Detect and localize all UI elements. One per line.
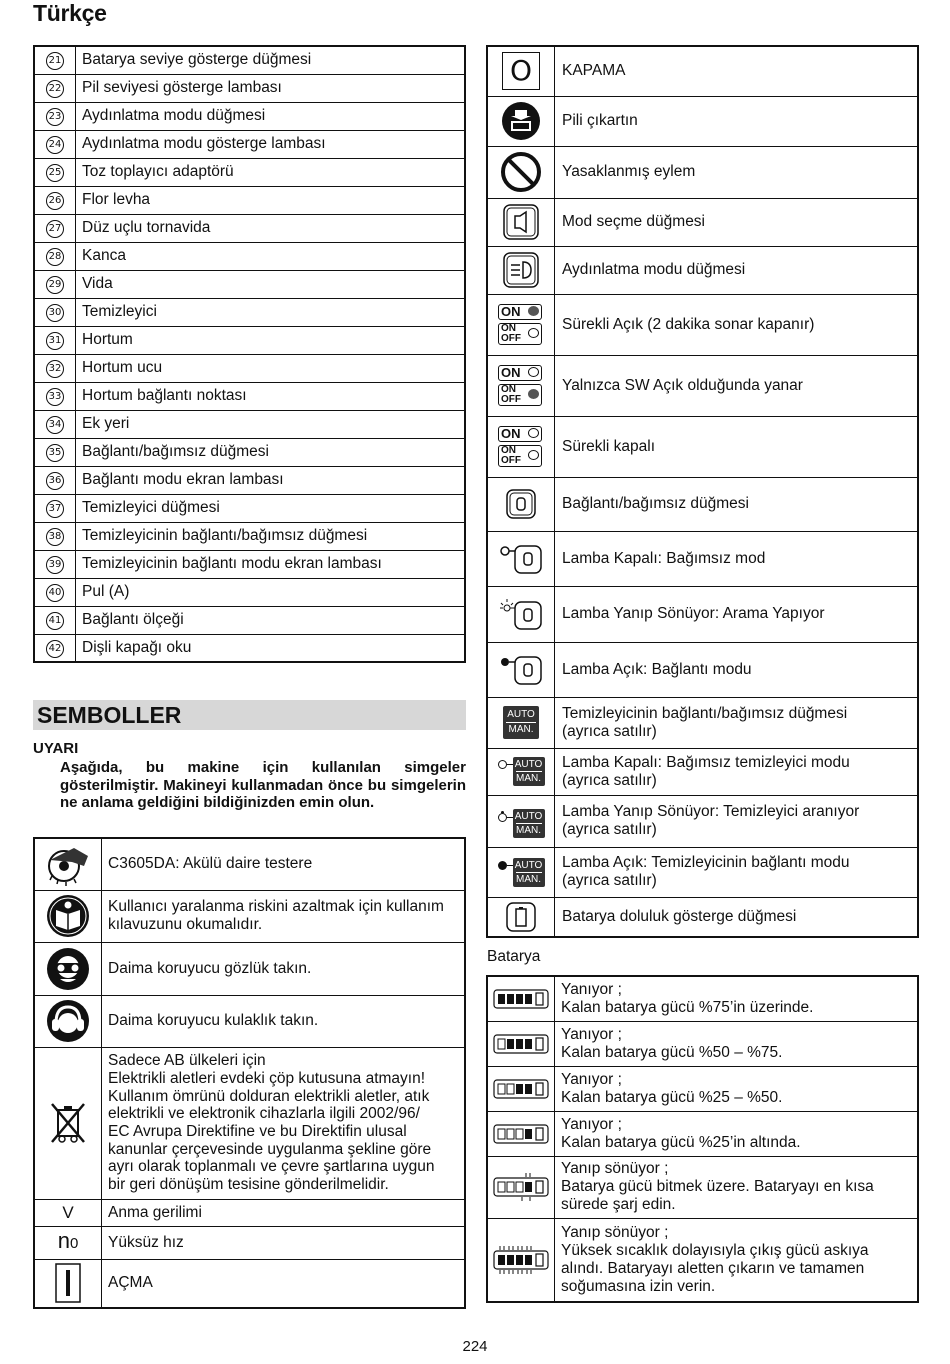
battery-text	[555, 1021, 919, 1066]
symbol-text-line: Lamba Kapalı: Bağımsız temizleyici modu	[562, 753, 850, 771]
on-off-lamp-icon	[487, 416, 555, 477]
parts-row	[34, 270, 465, 298]
part-number-badge: 23	[46, 108, 64, 126]
symbol-text: Yasaklanmış eylem	[555, 146, 919, 198]
symbol-text: Lamba Yanıp Sönüyor: Arama Yapıyor	[555, 586, 919, 642]
on-off-lamp-icon	[487, 294, 555, 355]
part-number-badge: 33	[46, 388, 64, 406]
part-number	[34, 158, 76, 186]
lamp-dot	[528, 389, 539, 399]
part-label: Batarya seviye gösterge düğmesi	[76, 46, 466, 74]
weee-line: EC Avrupa Direktifine ve bu Direktifin ulusal	[108, 1123, 407, 1140]
symbol-text: Mod seçme düğmesi	[555, 198, 919, 246]
prohibited-icon	[487, 146, 555, 198]
auto-label: AUTO	[514, 759, 543, 770]
parts-row	[34, 522, 465, 550]
part-number-badge: 28	[46, 248, 64, 266]
part-number-badge: 31	[46, 332, 64, 350]
part-number	[34, 270, 76, 298]
part-number-badge: 38	[46, 528, 64, 546]
part-number-badge: 30	[46, 304, 64, 322]
battery-text	[555, 1156, 919, 1218]
part-number-badge: 24	[46, 136, 64, 154]
battery-desc-line: Kalan batarya gücü %75’in üzerinde.	[561, 998, 814, 1016]
symbol-text: Daima koruyucu kulaklık takın.	[102, 995, 466, 1047]
lamp-dot	[528, 428, 539, 438]
parts-row	[34, 438, 465, 466]
symbol-text-line: Lamba Yanıp Sönüyor: Temizleyici aranıyor	[562, 803, 860, 820]
part-number	[34, 438, 76, 466]
symbol-text: Batarya doluluk gösterge düğmesi	[555, 897, 919, 937]
parts-row	[34, 494, 465, 522]
weee-line: elektrikli ve elektronik cihazlarla ilgili 2002/96/	[108, 1105, 420, 1123]
part-label: Temizleyici	[76, 298, 466, 326]
part-number-badge: 40	[46, 584, 64, 602]
parts-row	[34, 578, 465, 606]
weee-line: ayrı olarak toplanmalı ve çevre şartlarına uygun	[108, 1158, 435, 1176]
lamp-dot	[498, 760, 507, 769]
weee-line: Elektrikli aletleri evdeki çöp kutusuna atmayın!	[108, 1069, 426, 1087]
part-number-badge: 21	[46, 52, 64, 70]
auto-label: AUTO	[514, 859, 543, 871]
battery-text	[555, 1111, 919, 1156]
lamp-dot	[528, 328, 539, 338]
onoff-indicator	[498, 323, 542, 345]
link-button-icon	[487, 477, 555, 531]
parts-row	[34, 550, 465, 578]
battery-2-bars-icon	[487, 1066, 555, 1111]
part-label: Pul (A)	[76, 578, 466, 606]
onoff-indicator	[498, 384, 542, 406]
symbol-text: Yüksüz hız	[102, 1226, 466, 1259]
part-number	[34, 130, 76, 158]
right-symbols-table	[486, 45, 919, 938]
lamp-dot	[528, 306, 539, 316]
weee-text	[102, 1047, 466, 1199]
battery-blink-overheat-icon	[487, 1218, 555, 1302]
symbol-text-line: (ayrıca satılır)	[562, 872, 657, 889]
man-label: MAN.	[506, 722, 536, 737]
part-number	[34, 186, 76, 214]
parts-row	[34, 74, 465, 102]
weee-line: kanunlar çerçevesinde uygulanma şekline göre	[108, 1140, 432, 1158]
on-indicator	[498, 365, 542, 381]
part-number-badge: 35	[46, 444, 64, 462]
parts-row	[34, 634, 465, 662]
battery-blink-low-icon	[487, 1156, 555, 1218]
symbol-text-line: (ayrıca satılır)	[562, 771, 657, 789]
symbol-text-line: (ayrıca satılır)	[562, 821, 657, 838]
mode-select-button-icon	[487, 198, 555, 246]
part-number	[34, 606, 76, 634]
symbol-text: Bağlantı/bağımsız düğmesi	[555, 477, 919, 531]
part-number	[34, 354, 76, 382]
part-label: Flor levha	[76, 186, 466, 214]
battery-desc-line: Yüksek sıcaklık dolayısıyla çıkış gücü askıya	[561, 1241, 869, 1259]
part-label: Kanca	[76, 242, 466, 270]
parts-row	[34, 354, 465, 382]
part-number	[34, 46, 76, 74]
on-switch-icon	[34, 1259, 102, 1308]
auto-label: AUTO	[507, 709, 535, 720]
battery-desc-line: Kalan batarya gücü %50 – %75.	[561, 1043, 783, 1061]
part-number	[34, 74, 76, 102]
part-label: Ek yeri	[76, 410, 466, 438]
part-number-badge: 36	[46, 472, 64, 490]
part-number	[34, 494, 76, 522]
battery-desc-line: Kalan batarya gücü %25 – %50.	[561, 1088, 783, 1106]
lamp-dot	[498, 861, 507, 870]
on-indicator	[498, 304, 542, 320]
auto-man-lamp-blink-icon	[487, 795, 555, 847]
symbol-text	[555, 697, 919, 748]
part-number	[34, 410, 76, 438]
off-small-label: OFF	[501, 333, 521, 344]
parts-row	[34, 298, 465, 326]
auto-man-button-icon	[487, 697, 555, 748]
battery-desc-line: Kalan batarya gücü %25’in altında.	[561, 1133, 801, 1151]
lamp-blink-link-icon	[487, 586, 555, 642]
safety-goggles-icon	[34, 942, 102, 995]
lamp-dot	[528, 367, 539, 377]
symbol-text: Sürekli kapalı	[555, 416, 919, 477]
part-number-badge: 39	[46, 556, 64, 574]
parts-list-table	[33, 45, 466, 663]
symbol-text: KAPAMA	[555, 46, 919, 96]
part-number-badge: 27	[46, 220, 64, 238]
parts-row	[34, 410, 465, 438]
battery-status-line: Yanıyor ;	[561, 980, 622, 998]
symbol-text	[555, 748, 919, 795]
parts-row	[34, 158, 465, 186]
on-label: ON	[501, 304, 521, 319]
part-label: Bağlantı modu ekran lambası	[76, 466, 466, 494]
symbol-text: Aydınlatma modu düğmesi	[555, 246, 919, 294]
part-label: Temizleyici düğmesi	[76, 494, 466, 522]
on-label: ON	[501, 365, 521, 380]
symbol-text: Lamba Açık: Bağlantı modu	[555, 642, 919, 697]
part-label: Düz uçlu tornavida	[76, 214, 466, 242]
part-number	[34, 522, 76, 550]
lamp-on-link-icon	[487, 642, 555, 697]
part-number	[34, 326, 76, 354]
light-mode-button-icon	[487, 246, 555, 294]
part-label: Toz toplayıcı adaptörü	[76, 158, 466, 186]
part-number	[34, 466, 76, 494]
weee-line: Sadece AB ülkeleri için	[108, 1052, 266, 1070]
part-label: Temizleyicinin bağlantı/bağımsız düğmesi	[76, 522, 466, 550]
battery-desc-line: alındı. Bataryayı aletten çıkarın ve tamamen	[561, 1259, 865, 1277]
symbol-text-line: (ayrıca satılır)	[562, 722, 657, 740]
left-symbols-table	[33, 837, 466, 1309]
parts-row	[34, 102, 465, 130]
on-indicator	[498, 426, 542, 442]
battery-text	[555, 976, 919, 1021]
symbol-text: Pili çıkartın	[555, 96, 919, 146]
part-number-badge: 32	[46, 360, 64, 378]
battery-text	[555, 1066, 919, 1111]
warning-text: Aşağıda, bu makine için kullanılan simgeler gösterilmiştir. Makineyi kullanmadan önce bu simgelerin ne anlama geldiğini bildiğinizden emin olun.	[60, 759, 466, 811]
battery-desc-line: soğumasına izin verin.	[561, 1277, 716, 1295]
part-label: Temizleyicinin bağlantı modu ekran lambası	[76, 550, 466, 578]
parts-row	[34, 214, 465, 242]
part-number-badge: 29	[46, 276, 64, 294]
battery-text	[555, 1218, 919, 1302]
voltage-symbol: V	[34, 1199, 102, 1226]
battery-desc-line: Batarya gücü bitmek üzere. Bataryayı en kısa	[561, 1178, 874, 1195]
part-number-badge: 26	[46, 192, 64, 210]
symbol-text: Lamba Kapalı: Bağımsız mod	[555, 531, 919, 586]
part-number-badge: 42	[46, 640, 64, 658]
parts-row	[34, 326, 465, 354]
off-symbol: O	[502, 52, 540, 90]
page-language-title: Türkçe	[33, 0, 107, 26]
symbol-text: Daima koruyucu gözlük takın.	[102, 942, 466, 995]
on-label: ON	[501, 426, 521, 441]
battery-status-line: Yanıyor ;	[561, 1070, 622, 1088]
no-load-speed-n: n	[57, 1228, 70, 1253]
parts-row	[34, 466, 465, 494]
man-label: MAN.	[516, 873, 541, 885]
man-label: MAN.	[516, 824, 541, 836]
symbol-text: Anma gerilimi	[102, 1199, 466, 1226]
ear-protection-icon	[34, 995, 102, 1047]
part-label: Dişli kapağı oku	[76, 634, 466, 662]
part-number	[34, 298, 76, 326]
battery-4-bars-icon	[487, 976, 555, 1021]
on-small-label: ON	[501, 323, 516, 334]
symbol-text: AÇMA	[102, 1259, 466, 1308]
part-label: Vida	[76, 270, 466, 298]
part-number	[34, 634, 76, 662]
part-number-badge: 41	[46, 612, 64, 630]
on-small-label: ON	[501, 445, 516, 456]
part-number-badge: 37	[46, 500, 64, 518]
lamp-dot	[498, 813, 507, 822]
part-label: Aydınlatma modu gösterge lambası	[76, 130, 466, 158]
part-number	[34, 102, 76, 130]
lamp-dot	[528, 450, 539, 460]
symbols-heading: SEMBOLLER	[33, 700, 466, 730]
part-label: Hortum	[76, 326, 466, 354]
read-manual-icon	[34, 890, 102, 942]
battery-status-line: Yanıyor ;	[561, 1115, 622, 1133]
part-label: Hortum bağlantı noktası	[76, 382, 466, 410]
no-load-speed-sub: 0	[69, 1235, 79, 1252]
symbol-text-line: Lamba Açık: Temizleyicinin bağlantı modu	[562, 854, 850, 871]
parts-row	[34, 382, 465, 410]
on-small-label: ON	[501, 384, 516, 395]
battery-status-line: Yanıyor ;	[561, 1025, 622, 1043]
off-small-label: OFF	[501, 394, 521, 405]
auto-man-lamp-off-icon	[487, 748, 555, 795]
symbol-text: Kullanıcı yaralanma riskini azaltmak için kullanım kılavuzunu okumalıdır.	[102, 890, 466, 942]
part-label: Aydınlatma modu düğmesi	[76, 102, 466, 130]
symbol-text: Yalnızca SW Açık olduğunda yanar	[555, 355, 919, 416]
lamp-off-link-icon	[487, 531, 555, 586]
parts-row	[34, 46, 465, 74]
battery-status-line: Yanıp sönüyor ;	[561, 1160, 669, 1177]
part-label: Pil seviyesi gösterge lambası	[76, 74, 466, 102]
part-label: Bağlantı ölçeği	[76, 606, 466, 634]
on-off-lamp-icon	[487, 355, 555, 416]
no-load-speed-symbol	[34, 1226, 102, 1259]
weee-line: bir geri dönüşüm tesisine gönderilmelidir.	[108, 1176, 389, 1194]
page-number: 224	[462, 1338, 488, 1355]
auto-man-lamp-on-icon	[487, 847, 555, 897]
symbol-text-line: Temizleyicinin bağlantı/bağımsız düğmesi	[562, 704, 848, 722]
part-number-badge: 22	[46, 80, 64, 98]
battery-3-bars-icon	[487, 1021, 555, 1066]
parts-row	[34, 242, 465, 270]
battery-desc-line: sürede şarj edin.	[561, 1196, 676, 1213]
battery-check-button-icon	[487, 897, 555, 937]
battery-status-line: Yanıp sönüyor ;	[561, 1223, 669, 1241]
battery-1-bar-icon	[487, 1111, 555, 1156]
remove-battery-icon	[487, 96, 555, 146]
symbol-text	[555, 847, 919, 897]
man-label: MAN.	[516, 773, 541, 784]
battery-section-label: Batarya	[487, 948, 541, 965]
parts-row	[34, 130, 465, 158]
parts-row	[34, 606, 465, 634]
parts-row	[34, 186, 465, 214]
part-number	[34, 242, 76, 270]
off-switch-icon	[487, 46, 555, 96]
battery-indicator-table	[486, 975, 919, 1303]
circular-saw-icon	[34, 838, 102, 890]
part-number	[34, 578, 76, 606]
part-label: Hortum ucu	[76, 354, 466, 382]
off-small-label: OFF	[501, 455, 521, 466]
part-number-badge: 34	[46, 416, 64, 434]
symbol-text: C3605DA: Akülü daire testere	[102, 838, 466, 890]
part-label: Bağlantı/bağımsız düğmesi	[76, 438, 466, 466]
warning-label: UYARI	[33, 740, 79, 757]
part-number	[34, 214, 76, 242]
part-number-badge: 25	[46, 164, 64, 182]
symbol-text	[555, 795, 919, 847]
onoff-indicator	[498, 445, 542, 467]
auto-label: AUTO	[514, 810, 543, 822]
part-number	[34, 550, 76, 578]
symbol-text: Sürekli Açık (2 dakika sonar kapanır)	[555, 294, 919, 355]
weee-line: Kullanım ömrünü dolduran elektrikli aletler, atık	[108, 1087, 430, 1105]
crossed-bin-icon	[34, 1047, 102, 1199]
part-number	[34, 382, 76, 410]
